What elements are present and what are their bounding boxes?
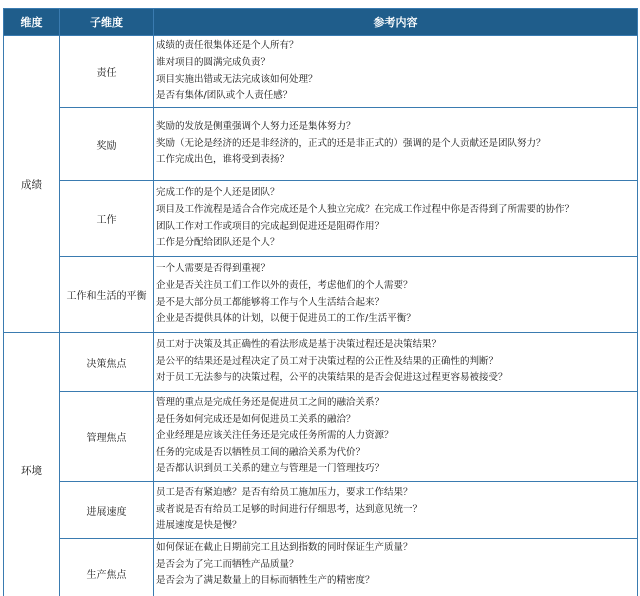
reference-item: 是否有集体/团队或个人责任感？: [156, 90, 293, 102]
reference-cell: [154, 482, 638, 539]
reference-item: 员工是否有紧迫感？是否有给员工施加压力，要求工作结果？: [156, 487, 413, 499]
reference-cell: [154, 36, 638, 108]
sub-dimension-cell: 进展速度: [60, 482, 154, 539]
sub-dimension-cell: 管理焦点: [60, 392, 154, 482]
reference-cell: [154, 392, 638, 482]
dimension-cell: 环境: [4, 333, 60, 596]
dimension-table: [3, 8, 638, 596]
reference-item: 是否都认识到员工关系的建立与管理是一门管理技巧？: [156, 463, 385, 475]
reference-item: 团队工作对工作或项目的完成起到促进还是阻碍作用？: [156, 220, 385, 232]
sub-dimension-cell: 责任: [60, 36, 154, 108]
sub-dimension-cell: 生产焦点: [60, 539, 154, 596]
reference-item: 一个人需要是否得到重视？: [156, 263, 271, 275]
table-row: [4, 482, 638, 539]
table-row: [4, 257, 638, 333]
reference-item: 项目及工作流程是适合合作完成还是个人独立完成？在完成工作过程中你是否得到了所需要的协作？: [156, 203, 575, 215]
table-header-row: [4, 9, 638, 36]
reference-item: 完成工作的是个人还是团队？: [156, 187, 280, 199]
reference-item: 员工对于决策及其正确性的看法形成是基于决策过程还是决策结果？: [156, 339, 442, 351]
reference-item: 是否会为了完工而牺牲产品质量？: [156, 558, 299, 570]
reference-cell: [154, 333, 638, 392]
reference-item: 奖励的发放是侧重强调个人努力还是集体努力？: [156, 121, 356, 133]
reference-item: 企业经理是应该关注任务还是完成任务所需的人力资源？: [156, 430, 394, 442]
reference-item: 项目实施出错或无法完成该如何处理？: [156, 73, 318, 85]
reference-item: 任务的完成是否以牺牲员工间的融洽关系为代价？: [156, 446, 366, 458]
reference-item: 企业是否关注员工们工作以外的责任，考虑他们的个人需要？: [156, 279, 413, 291]
header-reference-content: 参考内容: [154, 9, 638, 36]
sub-dimension-cell: 工作和生活的平衡: [60, 257, 154, 333]
table-row: [4, 539, 638, 596]
sub-dimension-cell: 决策焦点: [60, 333, 154, 392]
reference-item: 成绩的责任很集体还是个人所有？: [156, 40, 299, 52]
reference-item: 谁对项目的圆满完成负责？: [156, 56, 271, 68]
sub-dimension-cell: 奖励: [60, 108, 154, 181]
table-row: [4, 333, 638, 392]
table-row: [4, 181, 638, 257]
reference-item: 奖励（无论是经济的还是非经济的，正式的还是非正式的）强调的是个人贡献还是团队努力？: [156, 137, 546, 149]
reference-item: 工作是分配给团队还是个人？: [156, 237, 280, 249]
reference-item: 是公平的结果还是过程决定了员工对于决策过程的公正性及结果的正确性的判断？: [156, 355, 499, 367]
table-row: [4, 392, 638, 482]
sub-dimension-cell: 工作: [60, 181, 154, 257]
reference-item: 对于员工无法参与的决策过程，公平的决策结果的是否会促进这过程更容易被接受？: [156, 372, 508, 384]
reference-item: 是不是大部分员工都能够将工作与个人生活结合起来？: [156, 296, 385, 308]
reference-item: 如何保证在截止日期前完工且达到指数的同时保证生产质量？: [156, 542, 413, 553]
reference-item: 或者说是否有给员工足够的时间进行仔细思考，达到意见统一？: [156, 503, 423, 515]
header-dimension: 维度: [4, 9, 60, 36]
reference-cell: [154, 257, 638, 333]
reference-cell: [154, 181, 638, 257]
reference-item: 工作完成出色，谁将受到表扬？: [156, 154, 290, 166]
reference-cell: [154, 539, 638, 596]
reference-item: 是否会为了满足数量上的目标而牺牲生产的精密度？: [156, 575, 375, 587]
reference-item: 进展速度是快是慢？: [156, 520, 242, 532]
dimension-cell: 成绩: [4, 36, 60, 333]
table-row: [4, 108, 638, 181]
header-sub-dimension: 子维度: [60, 9, 154, 36]
reference-item: 企业是否提供具体的计划，以便于促进员工的工作/生活平衡？: [156, 313, 416, 325]
reference-item: 是任务如何完成还是如何促进员工关系的融洽？: [156, 413, 356, 425]
table-row: [4, 36, 638, 108]
reference-cell: [154, 108, 638, 181]
reference-item: 管理的重点是完成任务还是促进员工之间的融洽关系？: [156, 397, 385, 409]
